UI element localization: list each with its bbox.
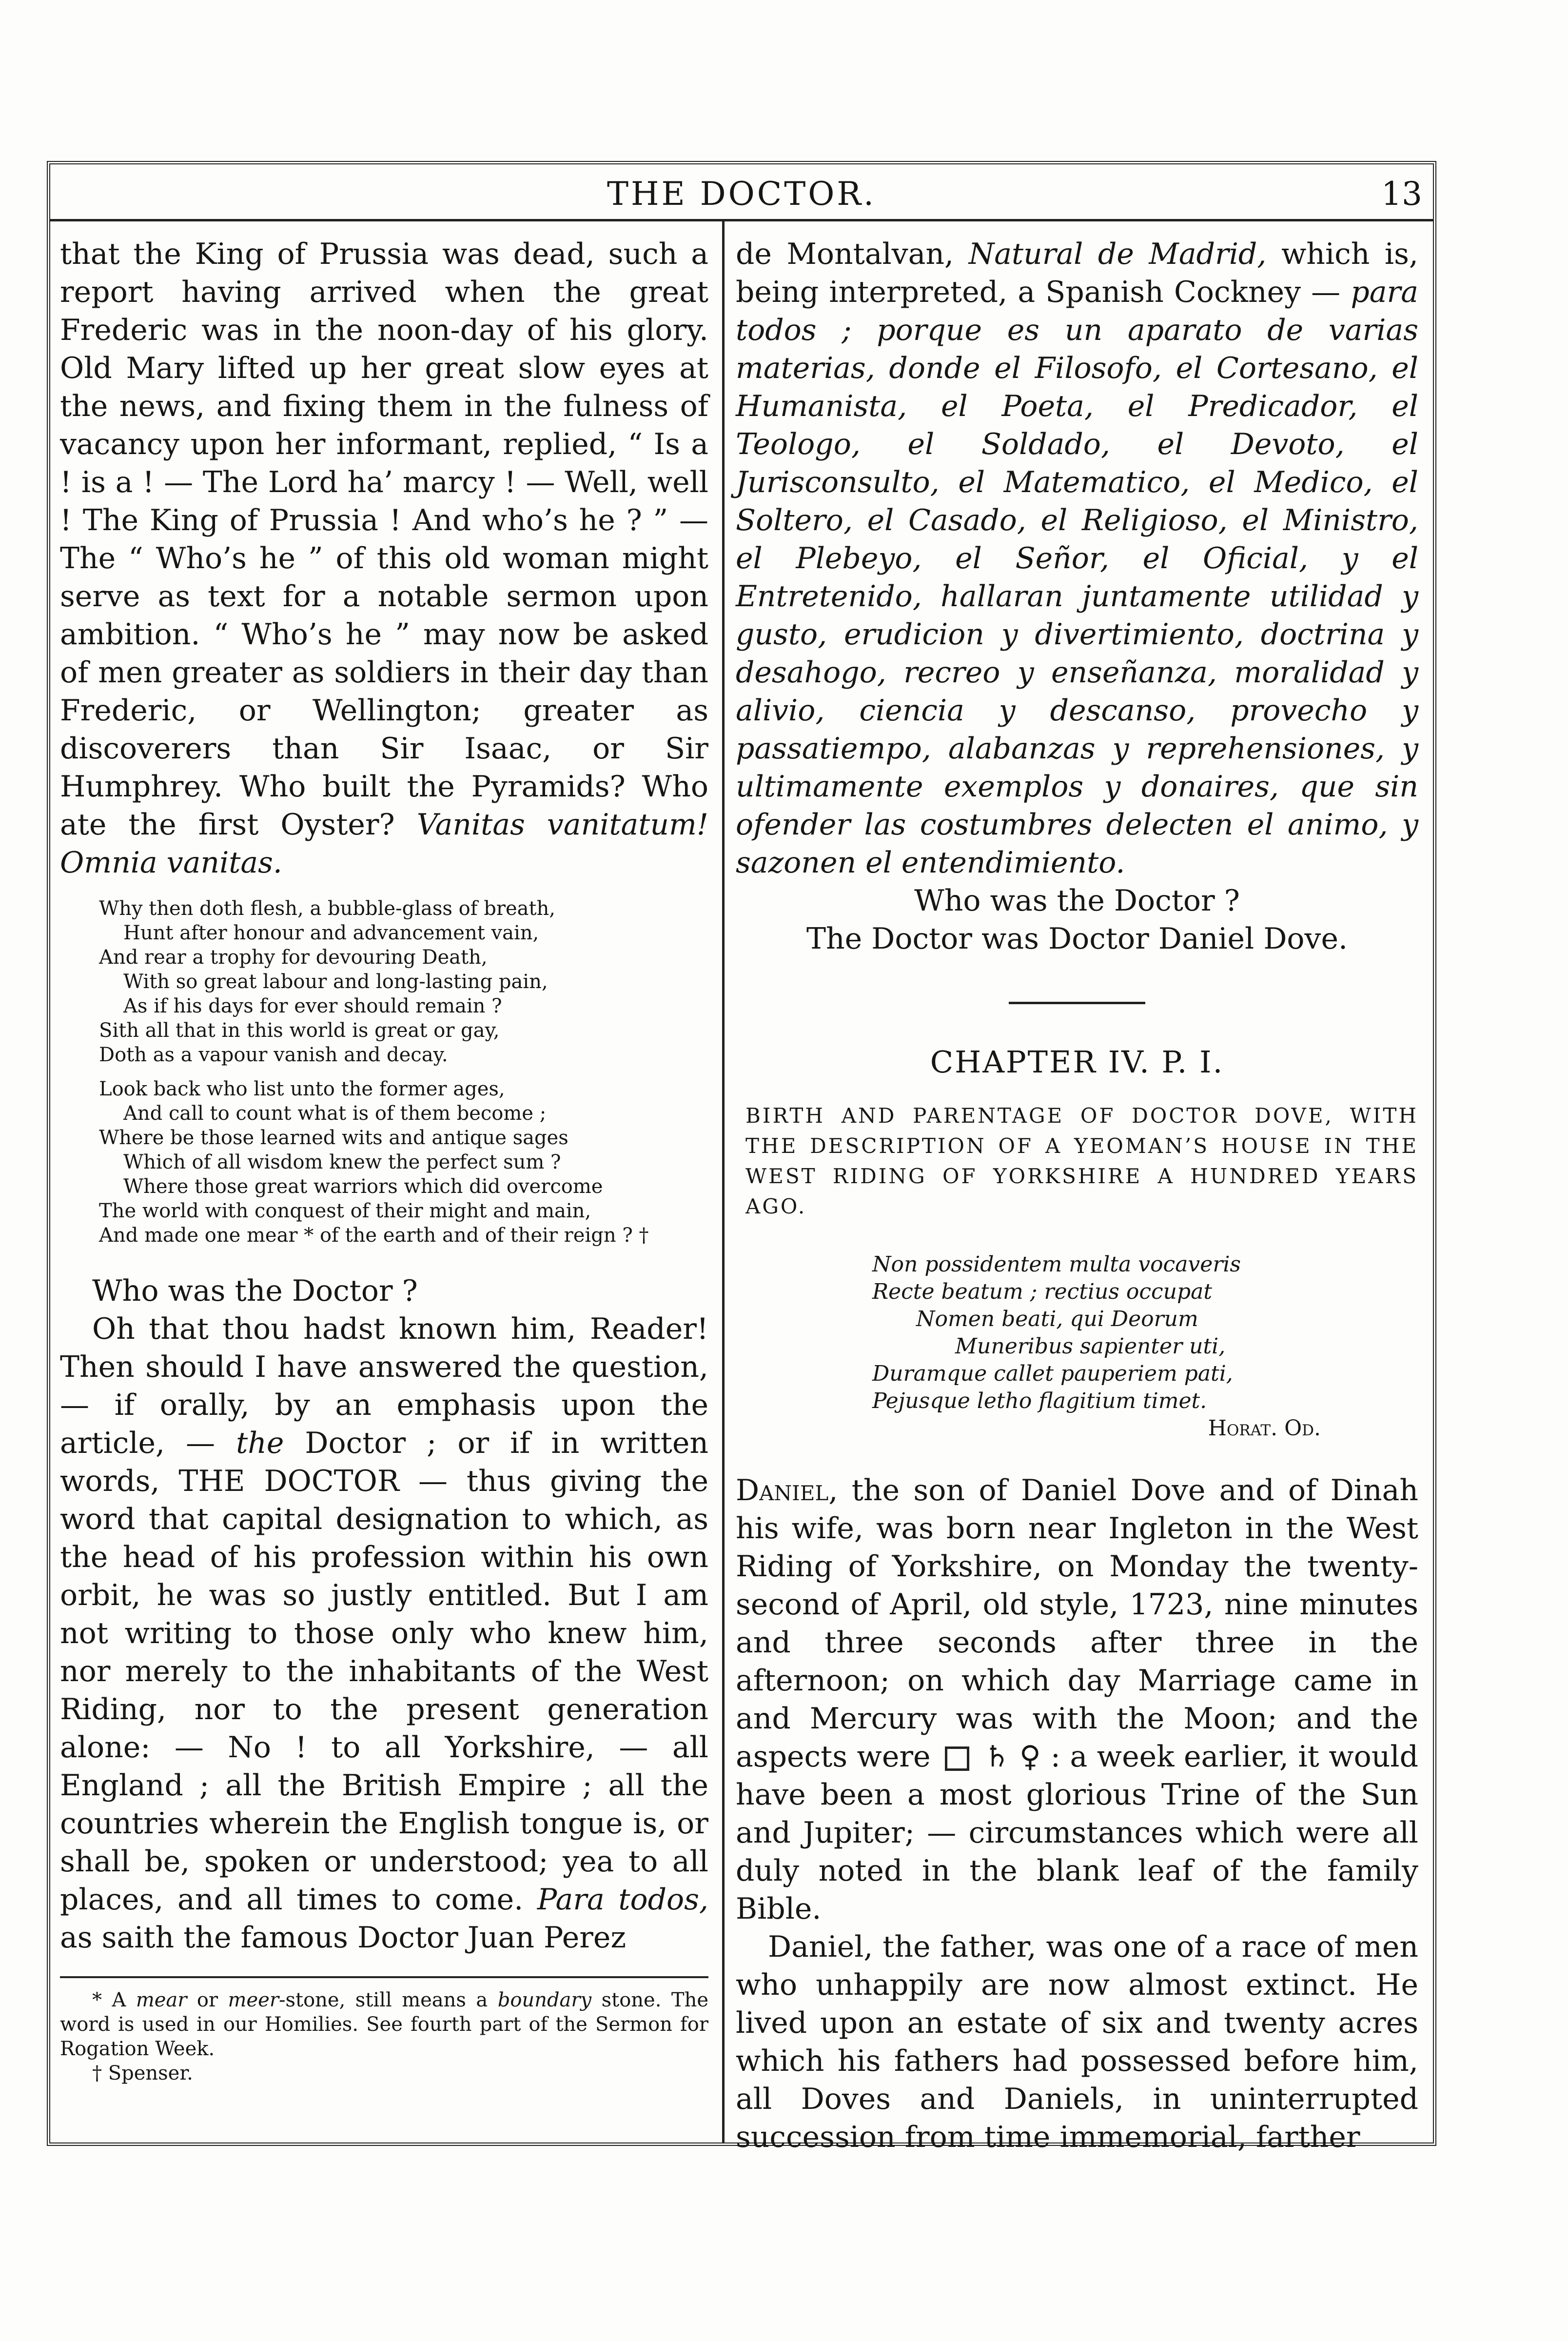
verse-line: As if his days for ever should remain ?	[123, 995, 502, 1017]
verse-line: Where be those learned wits and antique sages	[99, 1127, 568, 1149]
right-paragraph-3: Daniel, the father, was one of a race of men who unhappily are now almost extinct. He lived upon an estate of six and twenty acres which his fathers had possessed before him, all Doves and Daniels, in uninterrupted succession from time immemorial, farther	[736, 1930, 1418, 2154]
verse-line: Look back who list unto the former ages,	[99, 1078, 505, 1100]
left-column	[60, 235, 708, 2133]
chapter-subtitle: BIRTH AND PARENTAGE OF DOCTOR DOVE, WITH THE DESCRIPTION OF A YEOMAN’S HOUSE IN THE WEST RIDING OF YORKSHIRE A HUNDRED YEARS AGO.	[745, 1104, 1418, 1218]
verse-line: Why then doth flesh, a bubble-glass of breath,	[99, 897, 556, 920]
epigraph-line: Duramque callet pauperiem pati,	[872, 1361, 1233, 1386]
chapter-title: CHAPTER IV. P. I.	[930, 1044, 1224, 1080]
verse-stanza-2	[99, 1077, 708, 1248]
verse-line: And call to count what is of them become ;	[123, 1102, 547, 1125]
column-divider	[722, 219, 725, 2143]
verse-line: Which of all wisdom knew the perfect sum ?	[123, 1151, 561, 1173]
right-paragraph-1: de Montalvan, Natural de Madrid, which is, being interpreted, a Spanish Cockney — para todos ; porque es un aparato de varias materias, donde el Filosofo, el Cortesano, el Humanista, el Poeta, el Predicador, el Teologo, el Soldado, el Devoto, el Jurisconsulto, el Matematico, el Medico, el Soltero, el Casado, el Religioso, el Ministro, el Plebeyo, el Señor, el Oficial, y el Entretenido, hallaran juntamente utilidad y gusto, erudicion y divertimiento, doctrina y desahogo, recreo y enseñanza, moralidad y alivio, ciencia y descanso, provecho y passatiempo, alabanzas y reprehensiones, y ultimamente exemplos y donaires, que sin ofender las costumbres delecten el animo, y sazonen el entendimiento.	[736, 237, 1418, 880]
epigraph-line: Nomen beati, qui Deorum	[916, 1307, 1198, 1331]
footnote-rule	[60, 1976, 708, 1978]
footnote-1: * A mear or meer-stone, still means a boundary stone. The word is used in our Homilies. See fourth part of the Sermon for Rogation Week.	[60, 1989, 709, 2060]
running-header	[50, 164, 1433, 221]
epigraph	[872, 1251, 1418, 1442]
verse-line: And rear a trophy for devouring Death,	[99, 946, 488, 969]
answer-line: The Doctor was Doctor Daniel Dove.	[806, 922, 1348, 956]
page-number: 13	[1381, 175, 1422, 213]
verse-line: Where those great warriors which did overcome	[123, 1175, 603, 1198]
epigraph-line: Muneribus sapienter uti,	[955, 1334, 1226, 1359]
verse-line: Sith all that in this world is great or gay,	[99, 1019, 500, 1042]
footnote-2: † Spenser.	[92, 2062, 193, 2084]
verse-line: And made one mear * of the earth and of their reign ? †	[99, 1224, 649, 1247]
verse-line: Hunt after honour and advancement vain,	[123, 922, 539, 944]
verse-stanza-1	[99, 896, 708, 1067]
verse-quotation	[99, 896, 708, 1248]
footnotes	[60, 1988, 708, 2085]
right-paragraph-2: Daniel, the son of Daniel Dove and of Dinah his wife, was born near Ingleton in the West Riding of Yorkshire, on Monday the twenty-second of April, old style, 1723, nine minutes and three seconds after three in the afternoon; on which day Marriage came in and Mercury was with the Moon; and the aspects were ♄ ♀ : a week earlier, it would have been a most glorious Trine of the Sun and Jupiter; — circumstances which were all duly noted in the blank leaf of the family Bible.	[736, 1473, 1419, 1926]
left-paragraph-2: Who was the Doctor ?	[92, 1274, 418, 1308]
left-paragraph-3: Oh that thou hadst known him, Reader! Then should I have answered the question, — if orally, by an emphasis upon the article, — the Doctor ; or if in written words, THE DOCTOR — thus giving the word that capital designation to which, as the head of his profession within his own orbit, he was so justly entitled. But I am not writing to those only who knew him, nor merely to the inhabitants of the West Riding, nor to the present generation alone: — No ! to all Yorkshire, — all England ; all the British Empire ; all the countries wherein the English tongue is, or shall be, spoken or understood; yea to all places, and all times to come. Para todos, as saith the famous Doctor Juan Perez	[60, 1312, 709, 1955]
epigraph-line: Recte beatum ; rectius occupat	[872, 1279, 1213, 1304]
section-rule	[1009, 1002, 1145, 1004]
left-paragraph-1: that the King of Prussia was dead, such a report having arrived when the great Frederic was in the noon-day of his glory. Old Mary lifted up her great slow eyes at the news, and fixing them in the fulness of vacancy upon her informant, replied, “ Is a ! is a ! — The Lord ha’ marcy ! — Well, well ! The King of Prussia ! And who’s he ? ” — The “ Who’s he ” of this old woman might serve as text for a notable sermon upon ambition. “ Who’s he ” may now be asked of men greater as soldiers in their day than Frederic, or Wellington; greater as discoverers than Sir Isaac, or Sir Humphrey. Who built the Pyramids? Who ate the first Oyster? Vanitas vanitatum! Omnia vanitas.	[60, 237, 708, 880]
question-line: Who was the Doctor ?	[914, 884, 1240, 918]
square-aspect-symbol	[945, 1746, 969, 1771]
verse-line: The world with conquest of their might and main,	[99, 1200, 591, 1222]
page-frame	[47, 161, 1436, 2154]
right-column	[736, 235, 1419, 2154]
epigraph-line: Non possidentem multa vocaveris	[872, 1252, 1241, 1277]
verse-line: With so great labour and long-lasting pain,	[123, 971, 548, 993]
running-head-title: THE DOCTOR.	[607, 175, 877, 213]
epigraph-source: Horat. Od.	[1208, 1416, 1321, 1441]
saturn-symbol: ♄	[983, 1740, 1010, 1774]
verse-line: Doth as a vapour vanish and decay.	[99, 1044, 448, 1066]
epigraph-line: Pejusque letho flagitium timet.	[872, 1389, 1207, 1413]
venus-symbol: ♀	[1019, 1740, 1041, 1774]
